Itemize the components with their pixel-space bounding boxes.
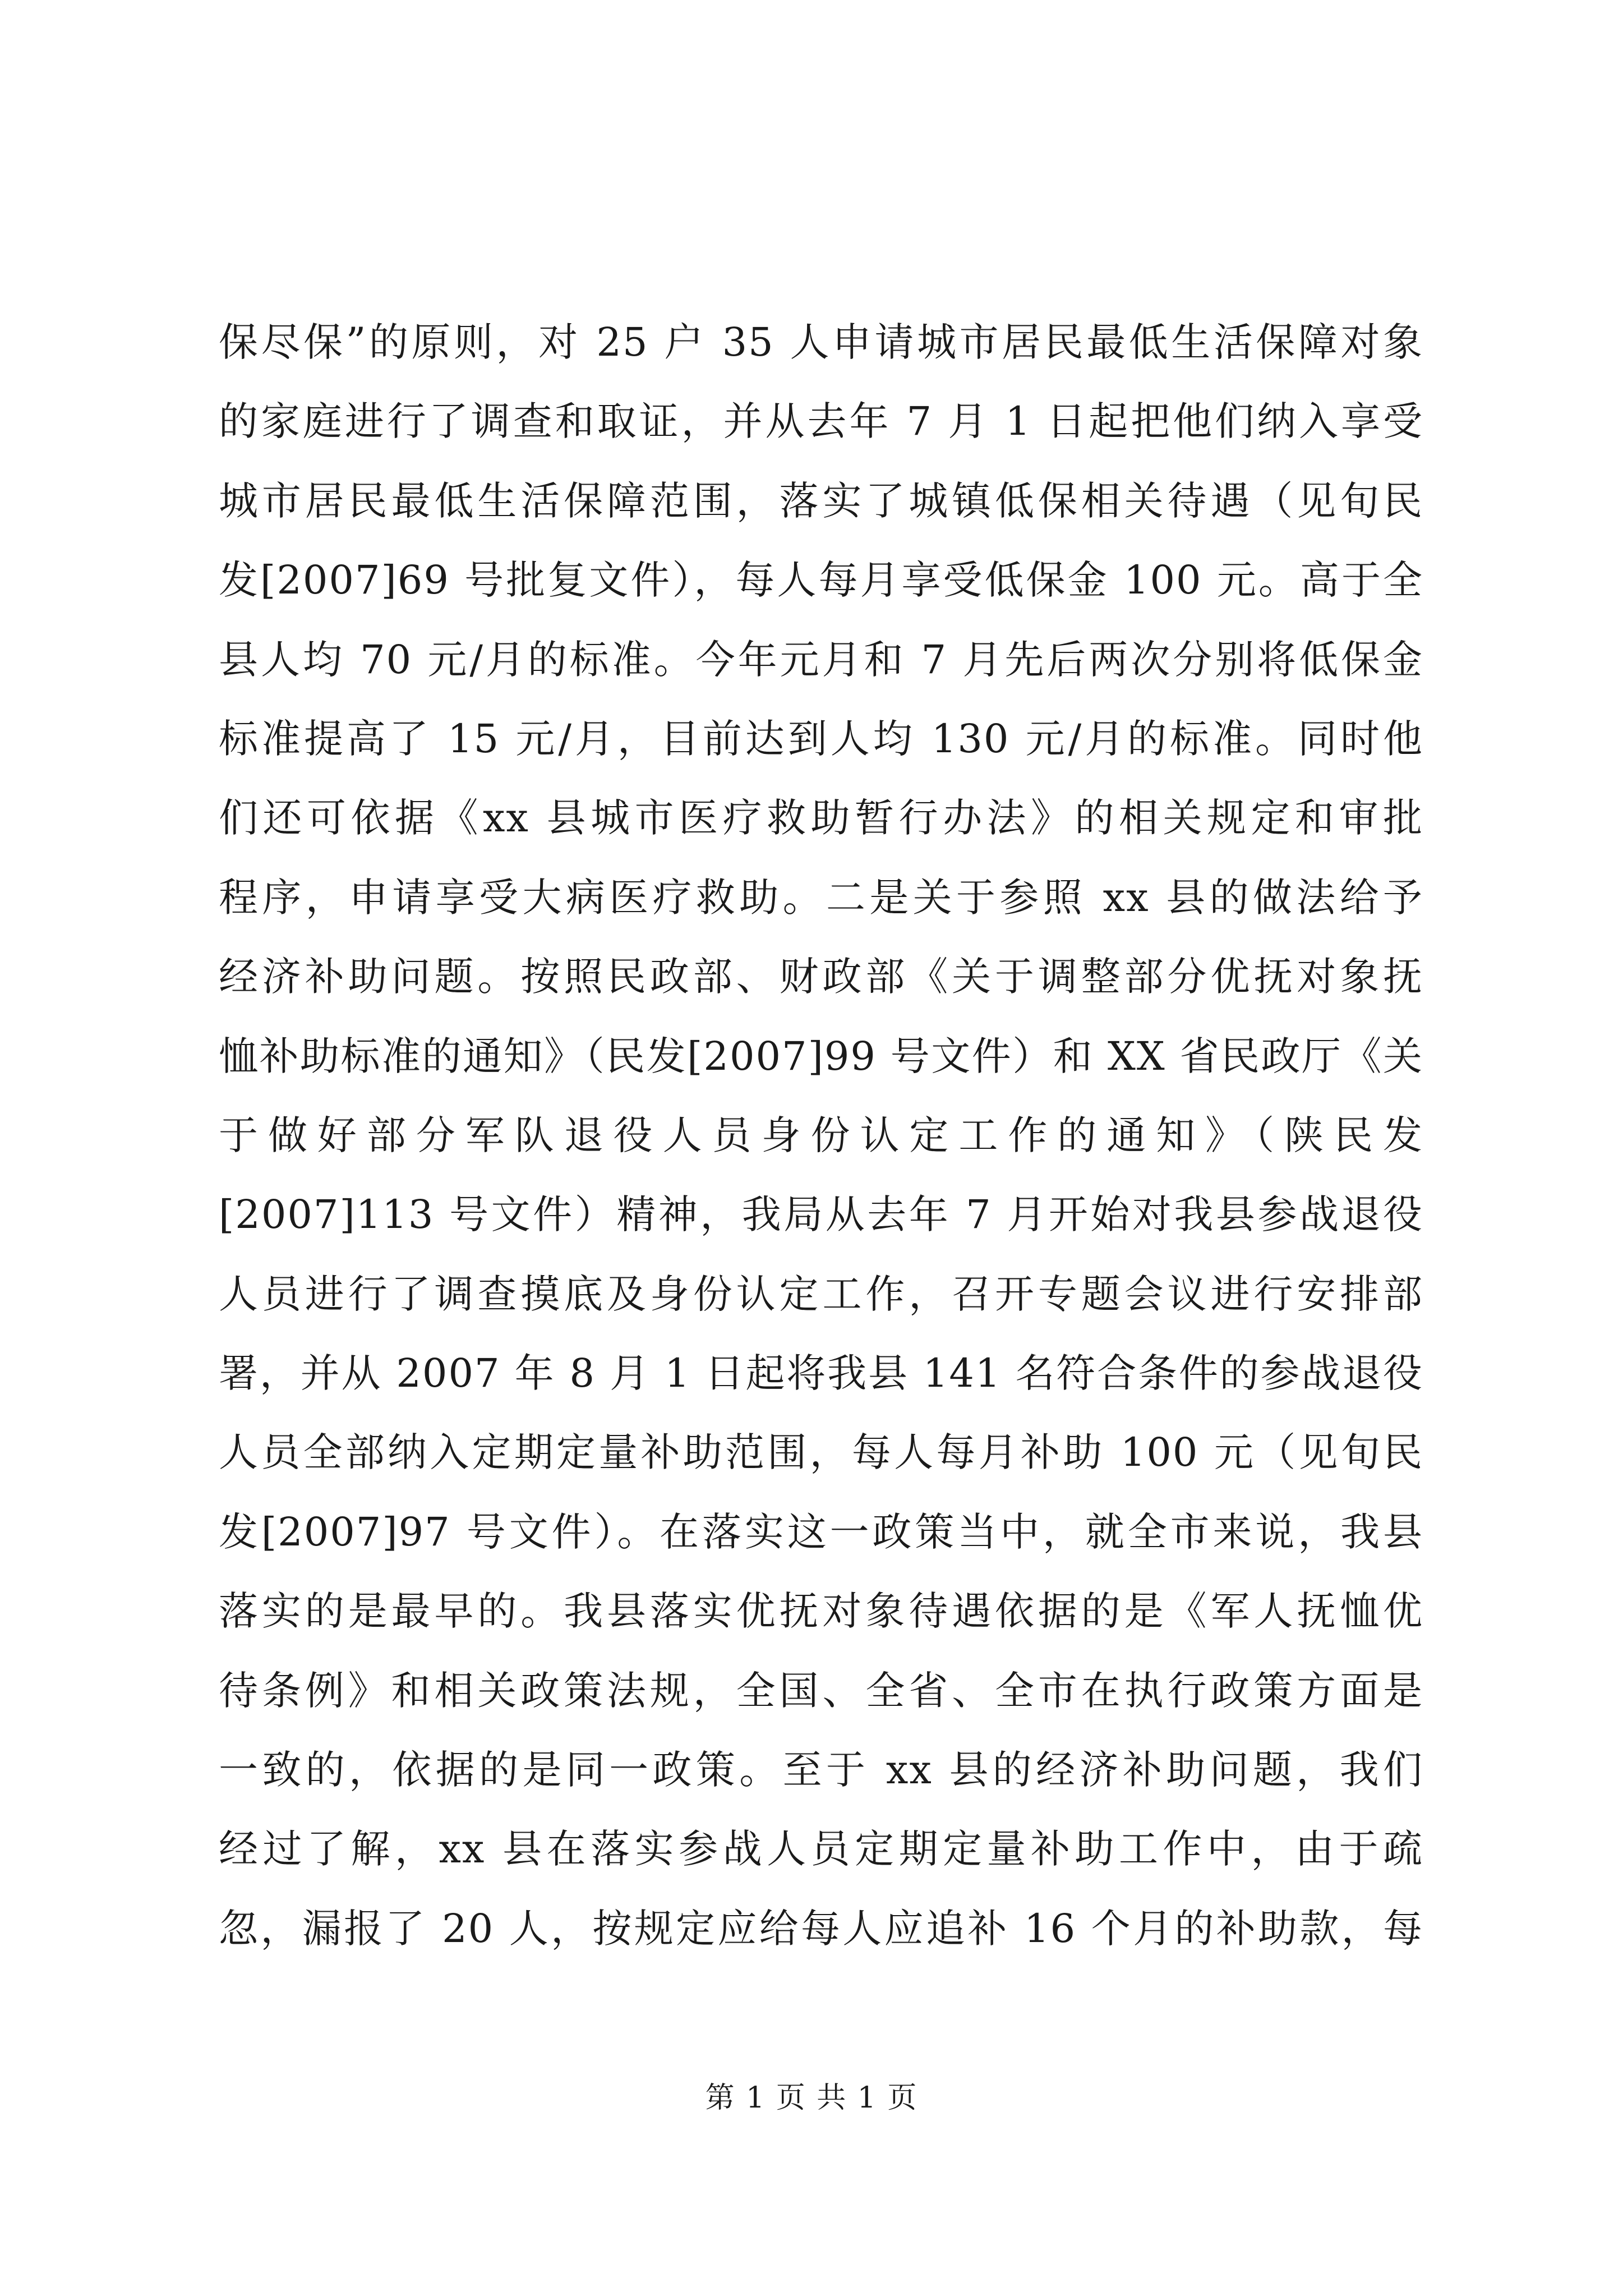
text-line: 的家庭进行了调查和取证，并从去年 7 月 1 日起把他们纳入享受 [219,398,1423,445]
text-line: 经济补助问题。按照民政部、财政部《关于调整部分优抚对象抚 [219,954,1423,1000]
text-line: 忽，漏报了 20 人，按规定应给每人应追补 16 个月的补助款，每 [219,1905,1423,1952]
text-line: 于做好部分军队退役人员身份认定工作的通知》（陕民发 [219,1112,1423,1158]
text-line: 人员全部纳入定期定量补助范围，每人每月补助 100 元（见旬民 [219,1429,1423,1476]
text-line: 们还可依据《xx 县城市医疗救助暂行办法》的相关规定和审批 [219,795,1423,841]
document-body [219,303,1423,1968]
text-line: 发[2007]69 号批复文件），每人每月享受低保金 100 元。高于全 [219,557,1423,604]
text-line: 署，并从 2007 年 8 月 1 日起将我县 141 名符合条件的参战退役 [219,1350,1423,1397]
text-line: 程序，申请享受大病医疗救助。二是关于参照 xx 县的做法给予 [219,874,1423,921]
text-line: 县人均 70 元/月的标准。今年元月和 7 月先后两次分别将低保金 [219,636,1423,683]
text-line: 一致的，依据的是同一政策。至于 xx 县的经济补助问题，我们 [219,1747,1423,1793]
text-line: 恤补助标准的通知》（民发[2007]99 号文件）和 XX 省民政厅《关 [219,1033,1423,1079]
text-line: 城市居民最低生活保障范围，落实了城镇低保相关待遇（见旬民 [219,477,1423,524]
text-line: 标准提高了 15 元/月，目前达到人均 130 元/月的标准。同时他 [219,715,1423,762]
text-line: 经过了解，xx 县在落实参战人员定期定量补助工作中，由于疏 [219,1826,1423,1872]
text-line: 待条例》和相关政策法规，全国、全省、全市在执行政策方面是 [219,1667,1423,1714]
text-line: [2007]113 号文件）精神，我局从去年 7 月开始对我县参战退役 [219,1191,1423,1238]
text-line: 保尽保”的原则，对 25 户 35 人申请城市居民最低生活保障对象 [219,319,1423,365]
page-footer: 第 1 页 共 1 页 [705,2081,918,2115]
text-line: 落实的是最早的。我县落实优抚对象待遇依据的是《军人抚恤优 [219,1588,1423,1635]
text-line: 人员进行了调查摸底及身份认定工作，召开专题会议进行安排部 [219,1271,1423,1317]
text-line: 发[2007]97 号文件）。在落实这一政策当中，就全市来说，我县 [219,1508,1423,1555]
